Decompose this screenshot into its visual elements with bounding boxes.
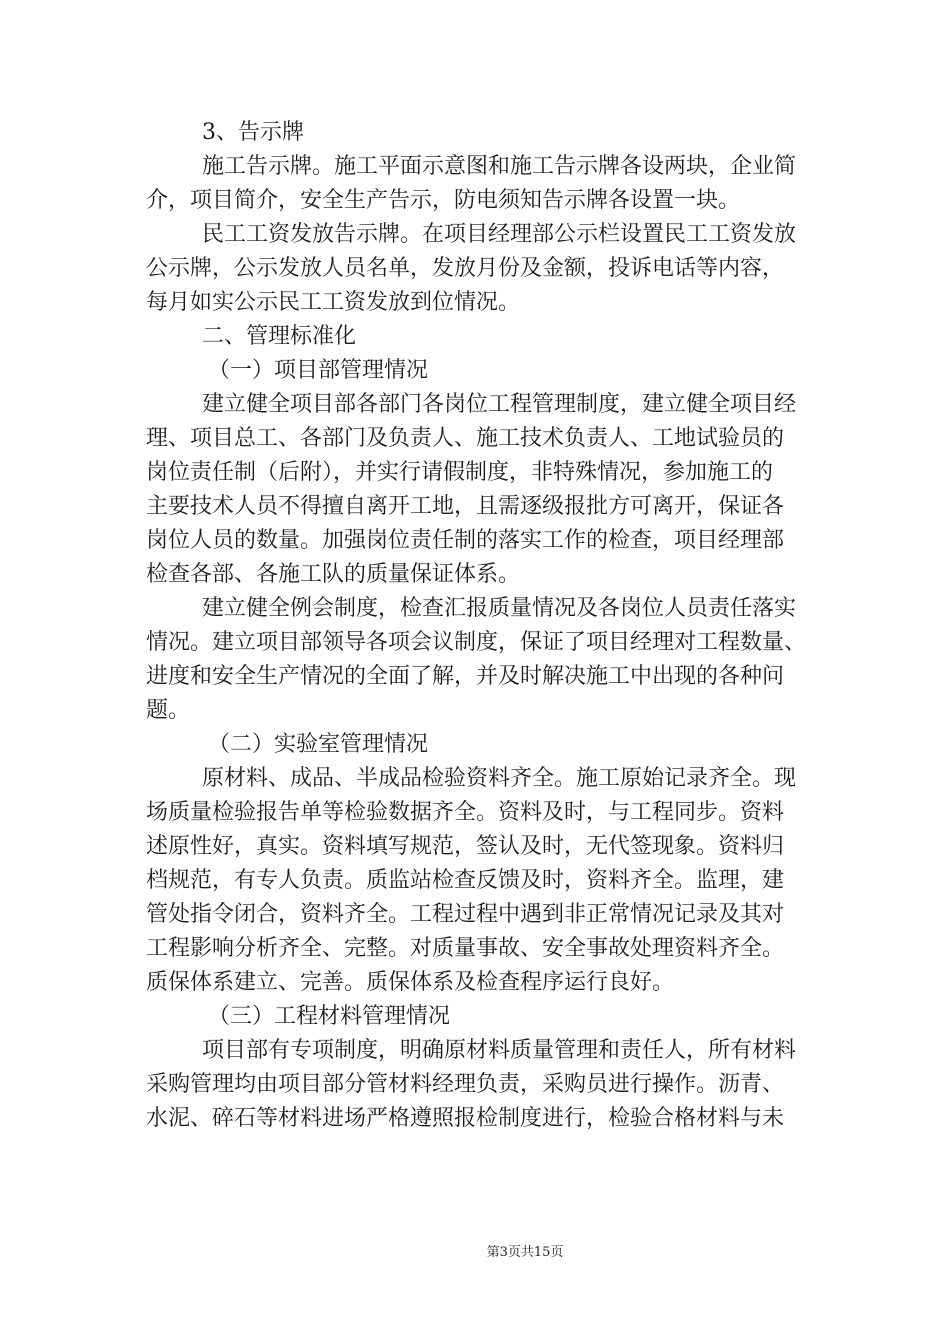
heading-notice-boards: 3、告示牌 xyxy=(202,120,304,145)
paragraph-line: 每月如实公示民工工资发放到位情况。 xyxy=(146,290,521,315)
paragraph-line: 检查各部、各施工队的质量保证体系。 xyxy=(146,562,521,587)
paragraph-line: 进度和安全生产情况的全面了解，并及时解决施工中出现的各种问 xyxy=(146,664,785,689)
paragraph-line: 建立健全项目部各部门各岗位工程管理制度，建立健全项目经 xyxy=(202,392,797,417)
heading-management-standardization: 二、管理标准化 xyxy=(202,324,357,349)
paragraph-line: 岗位人员的数量。加强岗位责任制的落实工作的检查，项目经理部 xyxy=(146,528,785,553)
paragraph-line: 题。 xyxy=(146,698,191,723)
paragraph-line: 理、项目总工、各部门及负责人、施工技术负责人、工地试验员的 xyxy=(146,426,785,451)
paragraph-line: 民工工资发放告示牌。在项目经理部公示栏设置民工工资发放 xyxy=(202,222,797,247)
paragraph-line: 述原性好，真实。资料填写规范，签认及时，无代签现象。资料归 xyxy=(146,834,785,859)
paragraph-line: 管处指令闭合，资料齐全。工程过程中遇到非正常情况记录及其对 xyxy=(146,902,785,927)
paragraph-line: 建立健全例会制度，检查汇报质量情况及各岗位人员责任落实 xyxy=(202,596,797,621)
paragraph-line: 质保体系建立、完善。质保体系及检查程序运行良好。 xyxy=(146,970,675,995)
paragraph-line: 岗位责任制（后附），并实行请假制度，非特殊情况，参加施工的 xyxy=(146,460,774,485)
paragraph-line: 介，项目简介，安全生产告示，防电须知告示牌各设置一块。 xyxy=(146,188,741,213)
page-number: 第3页共15页 xyxy=(486,1245,564,1260)
paragraph-line: 原材料、成品、半成品检验资料齐全。施工原始记录齐全。现 xyxy=(202,766,797,791)
paragraph-line: 采购管理均由项目部分管材料经理负责，采购员进行操作。沥青、 xyxy=(146,1072,785,1097)
heading-project-department: （一）项目部管理情况 xyxy=(208,358,429,383)
paragraph-line: 情况。建立项目部领导各项会议制度，保证了项目经理对工程数量、 xyxy=(146,630,807,655)
document-body xyxy=(146,116,810,1136)
paragraph-line: 档规范，有专人负责。质监站检查反馈及时，资料齐全。监理，建 xyxy=(146,868,785,893)
heading-materials: （三）工程材料管理情况 xyxy=(208,1004,451,1029)
paragraph-line: 水泥、碎石等材料进场严格遵照报检制度进行，检验合格材料与未 xyxy=(146,1106,785,1131)
paragraph-line: 施工告示牌。施工平面示意图和施工告示牌各设两块，企业简 xyxy=(202,154,797,179)
paragraph-line: 公示牌，公示发放人员名单，发放月份及金额，投诉电话等内容， xyxy=(146,256,785,281)
paragraph-line: 主要技术人员不得擅自离开工地，且需逐级报批方可离开，保证各 xyxy=(146,494,785,519)
paragraph-line: 工程影响分析齐全、完整。对质量事故、安全事故处理资料齐全。 xyxy=(146,936,785,961)
heading-laboratory: （二）实验室管理情况 xyxy=(208,732,429,757)
paragraph-line: 场质量检验报告单等检验数据齐全。资料及时，与工程同步。资料 xyxy=(146,800,785,825)
paragraph-line: 项目部有专项制度，明确原材料质量管理和责任人，所有材料 xyxy=(202,1038,797,1063)
